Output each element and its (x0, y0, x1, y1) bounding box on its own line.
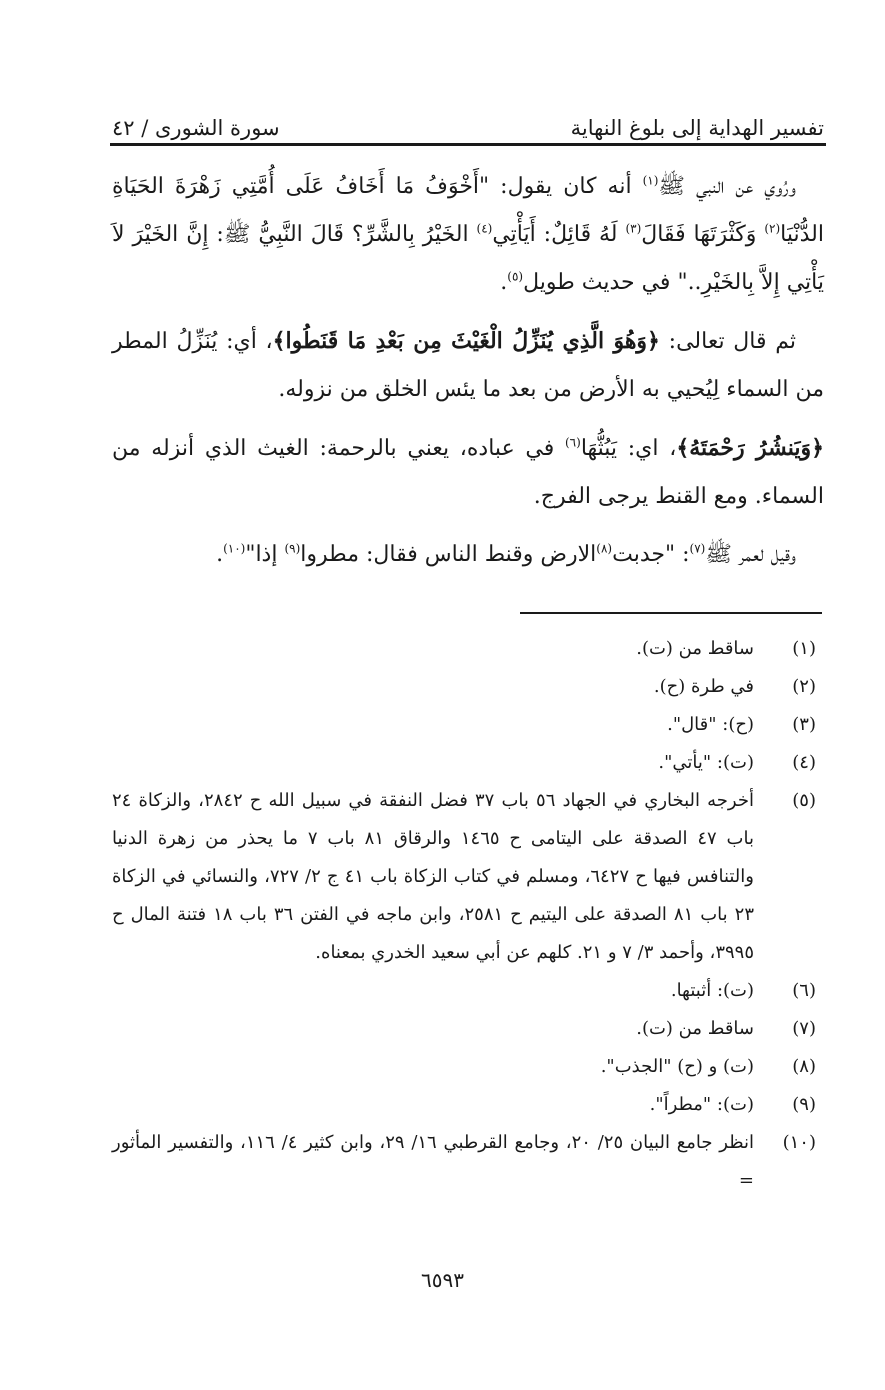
quran-verse: ﴿وَهُوَ الَّذِي يُنَزِّلُ الْغَيْثَ مِن بَعْدِ مَا قَنَطُوا﴾ (272, 328, 660, 354)
footnote-item (112, 1086, 824, 1124)
main-text (112, 163, 824, 589)
paragraph-umar (112, 531, 824, 579)
footnote-text: ساقط من (ت). (636, 638, 754, 659)
footnote-item (112, 1124, 824, 1200)
footnote-text: ساقط من (ت). (636, 1018, 754, 1039)
footnote-marker: (٤) (476, 221, 493, 236)
footnote-text: (ت): "يأتي". (658, 752, 754, 773)
footnote-marker: (٨) (596, 541, 613, 556)
footnote-item (112, 744, 824, 782)
header-divider (110, 143, 826, 146)
text-segment: وَكَثْرَتَهَا فَقَالَ (641, 222, 765, 247)
footnote-item (112, 782, 824, 972)
surah-info: سورة الشورى / ٤٢ (112, 116, 280, 140)
footnote-item (112, 630, 824, 668)
quran-verse: ﴿وَيَنشُرُ رَحْمَتَهُ﴾ (676, 435, 825, 461)
running-header (112, 100, 824, 140)
footnote-number: (٥) (792, 790, 816, 811)
paragraph-mercy (112, 424, 824, 521)
footnote-item (112, 668, 824, 706)
footnote-number: (٧) (792, 1018, 816, 1039)
footnote-text: (ت): أثبتها. (670, 980, 754, 1001)
footnote-item (112, 1048, 824, 1086)
footnote-marker: (٩) (284, 541, 301, 556)
footnote-item (112, 706, 824, 744)
text-segment: أنه كان يقول: "أَخْوَفُ مَا أَخَافُ عَلَى أُمَّتِي زَهْرَةَ الحَيَاةِ الدُّنْيَا (112, 174, 824, 247)
text-segment: إذا" (245, 542, 285, 567)
footnote-number: (١٠) (782, 1132, 816, 1153)
text-segment: ثم قال تعالى: (659, 329, 796, 354)
footnote-marker: (٣) (625, 221, 642, 236)
text-segment: ورُوي عن النبي ﷺ (658, 174, 796, 199)
text-segment: : "جدبت (612, 542, 690, 567)
footnote-text: أخرجه البخاري في الجهاد ٥٦ باب ٣٧ فضل النفقة في سبيل الله ح ٢٨٤٢، والزكاة ٢٤ باب ٤٧ الصدقة على اليتامى ح ١٤٦٥ والرقاق ٨١ باب ٧ ما يحذر من زهرة الدنيا والتنافس فيها ح ٦٤٢٧، ومسلم في كتاب الزكاة باب ٤١ ج ٢/ ٧٢٧، والنسائي في الزكاة ٢٣ باب ٨١ الصدقة على اليتيم ح ٢٥٨١، وابن ماجه في الفتن ٣٦ باب ١٨ فتنة المال ح ٣٩٩٥، وأحمد ٣/ ٧ و ٢١. كلهم عن أبي سعيد الخدري بمعناه. (112, 790, 754, 963)
footnote-text: (ح): "قال". (667, 714, 754, 735)
text-segment: . (500, 270, 508, 295)
text-segment: . (216, 542, 224, 567)
footnote-marker: (١٠) (223, 541, 246, 556)
text-segment: الخَيْرُ بِالشَّرِّ؟ قَالَ النَّبِيُّ ﷺ: إِنَّ الخَيْرَ لاَ يَأْتِي إِلاَّ بِالخَيْرِ.." في حديث طويل (112, 222, 824, 295)
footnote-number: (٨) (792, 1056, 816, 1077)
text-segment: الارض وقنط الناس فقال: مطروا (300, 542, 597, 567)
footnote-marker: (٥) (507, 269, 524, 284)
text-segment: وقيل لعمر ﷺ (705, 542, 796, 567)
footnote-marker: (٢) (764, 221, 781, 236)
footnote-text: (ت): "مطراً". (649, 1094, 754, 1115)
footnote-number: (٣) (792, 714, 816, 735)
footnote-number: (١) (792, 638, 816, 659)
paragraph-hadith (112, 163, 824, 307)
footnote-text: انظر جامع البيان ٢٥/ ٢٠، وجامع القرطبي ١٦/ ٢٩، وابن كثير ٤/ ١١٦، والتفسير المأثور = (112, 1132, 754, 1191)
text-segment: ، اي: يَبُثُّهَا (580, 436, 677, 461)
footnote-item (112, 972, 824, 1010)
footnote-divider (520, 612, 822, 614)
footnote-number: (٩) (792, 1094, 816, 1115)
footnote-marker: (١) (642, 173, 659, 188)
footnotes-section (112, 630, 824, 1200)
page-number: ٦٥٩٣ (421, 1268, 464, 1292)
footnote-number: (٦) (792, 980, 816, 1001)
footnote-text: في طرة (ح). (653, 676, 754, 697)
footnote-marker: (٧) (689, 541, 706, 556)
paragraph-rain (112, 317, 824, 414)
text-segment: لَهُ قَائِلٌ: أَيَأْتِي (492, 222, 626, 247)
book-title: تفسير الهداية إلى بلوغ النهاية (570, 116, 824, 140)
footnote-number: (٤) (792, 752, 816, 773)
text-segment: ، أي: يُنَزِّلُ المطر من السماء لِيُحيي به الأرض من بعد ما يئس الخلق من نزوله. (112, 329, 824, 402)
footnote-number: (٢) (792, 676, 816, 697)
text-segment: في عباده، يعني بالرحمة: الغيث الذي أنزله من السماء. ومع القنط يرجى الفرج. (112, 436, 824, 509)
footnote-marker: (٦) (564, 435, 581, 450)
footnote-text: (ت) و (ح) "الجذب". (600, 1056, 754, 1077)
footnote-item (112, 1010, 824, 1048)
